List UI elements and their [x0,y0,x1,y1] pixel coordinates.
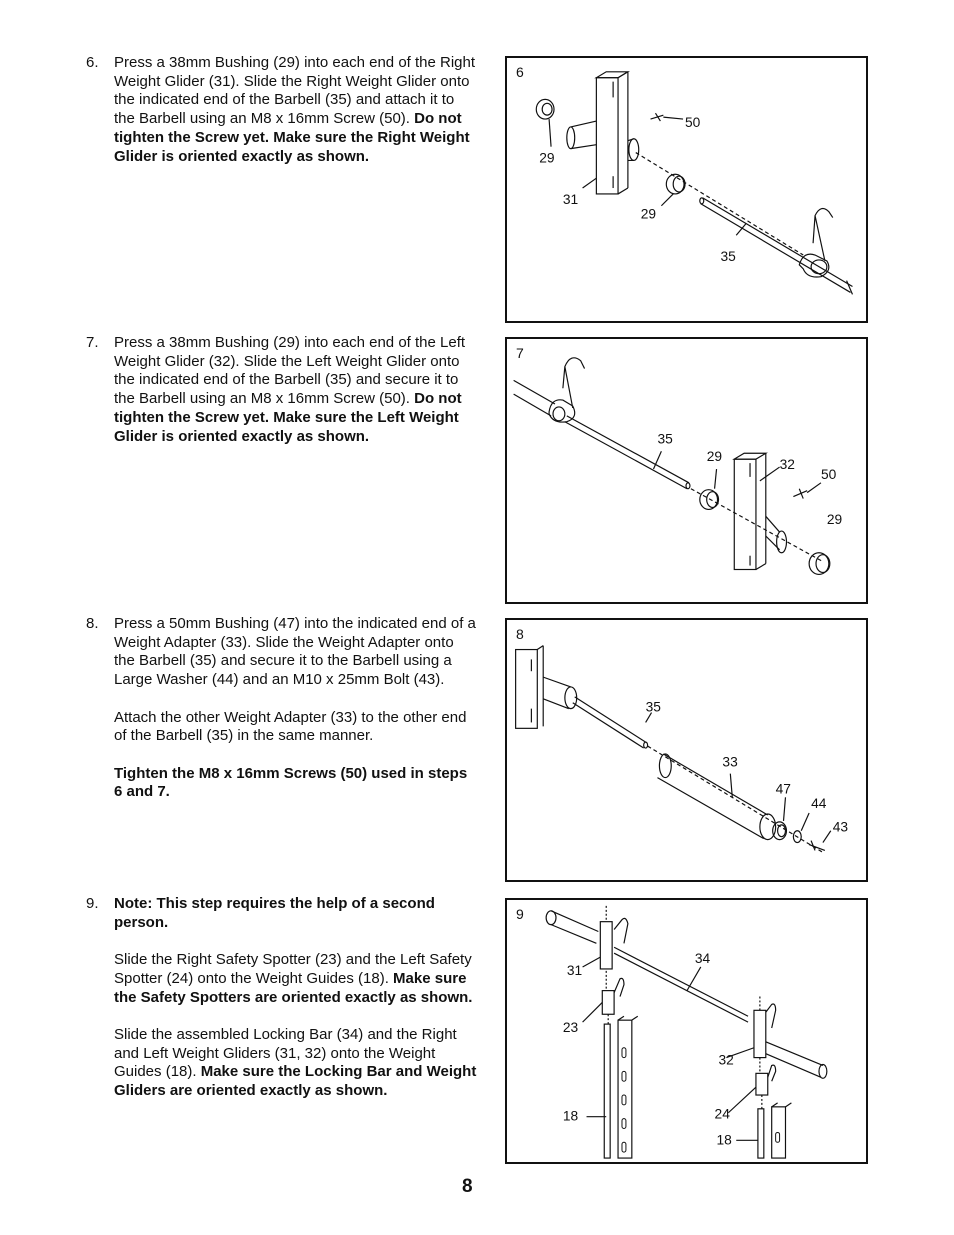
callout-label: 18 [562,1108,579,1124]
body-text: Press a 38mm Bushing (29) into each end of the Left Weight Glider (32). Slide the Left Weight Glider onto the indicated end of the Barbell (35) and secure it to the Barbell using an M8 x 16mm Screw (50). [114,334,466,408]
figure-7-drawing [507,339,866,602]
step-number: 9. [86,895,99,912]
bold-text: Do not tighten the Screw yet. Make sure the Right Weight Glider is oriented exactly as shown. [114,110,470,165]
callout-label: 31 [566,962,583,978]
step-body [114,615,478,802]
step-body [114,895,478,1101]
bold-text: Note: This step requires the help of a second person. [114,895,435,931]
callout-label: 44 [811,796,827,812]
step-paragraph [114,765,478,802]
body-text: Attach the other Weight Adapter (33) to the other end of the Barbell (35) in the same manner. [114,708,467,745]
callout-label: 29 [826,512,843,528]
step-number: 7. [86,334,99,351]
callout-label: 33 [722,754,738,770]
body-text: Press a 38mm Bushing (29) into each end of the Right Weight Glider (31). Slide the Right Weight Glider onto the indicated end of the Barbell (35) and attach it to the Barbell using an M8 x 16mm Screw (50). [114,54,476,128]
step-number: 8. [86,615,99,632]
callout-label: 35 [645,699,661,715]
callout-label: 23 [562,1019,579,1035]
step-paragraph [114,54,478,166]
step-paragraph [114,1026,478,1101]
figure-label: 9 [516,906,524,922]
bold-text: Do not tighten the Screw yet. Make sure the Left Weight Glider is oriented exactly as shown. [114,390,462,445]
figure-8-drawing [507,620,866,880]
step-7 [86,334,478,446]
figure-6 [505,56,868,323]
body-text: Slide the Right Safety Spotter (23) and the Left Safety Spotter (24) onto the Weight Guides (18). [114,951,472,987]
step-paragraph [114,895,478,932]
figure-7 [505,337,868,604]
step-paragraph [114,615,478,690]
step-number: 6. [86,54,99,71]
callout-label: 29 [539,150,555,166]
callout-label: 31 [562,191,579,207]
figure-9-drawing [507,900,866,1162]
callout-label: 24 [714,1106,730,1122]
body-text: Press a 50mm Bushing (47) into the indicated end of a Weight Adapter (33). Slide the Weight Adapter onto the Barbell (35) and secure it to the Barbell using a Large Washer (44) and an M10 x 25mm Bolt (43). [114,615,476,689]
step-9 [86,895,478,1101]
bold-text: Tighten the M8 x 16mm Screws (50) used in steps 6 and 7. [114,764,468,801]
figure-label: 6 [516,64,524,80]
callout-label: 35 [720,248,736,264]
callout-label: 47 [775,781,791,797]
callout-label: 34 [694,951,711,967]
bold-text: Make sure the Locking Bar and Weight Gliders are oriented exactly as shown. [114,1063,477,1099]
figure-6-drawing [507,58,866,321]
step-paragraph [114,334,478,446]
step-paragraph [114,709,478,746]
page-number: 8 [462,1176,473,1197]
callout-label: 35 [657,431,673,447]
callout-label: 29 [640,206,657,222]
step-paragraph [114,951,478,1007]
step-body [114,334,478,446]
callout-label: 32 [718,1052,734,1068]
callout-label: 50 [685,114,701,130]
body-text: Slide the assembled Locking Bar (34) and the Right and Left Weight Gliders (31, 32) onto the Weight Guides (18). [114,1025,457,1081]
bold-text: Make sure the Safety Spotters are oriented exactly as shown. [114,969,473,1006]
callout-label: 29 [706,449,723,465]
figure-9 [505,898,868,1164]
step-6 [86,54,478,166]
callout-label: 43 [832,819,849,835]
figure-8 [505,618,868,882]
callout-label: 32 [779,457,795,473]
step-body [114,54,478,166]
figure-label: 8 [516,626,524,642]
callout-label: 50 [820,466,837,482]
callout-label: 18 [716,1132,732,1148]
figure-label: 7 [516,345,524,361]
step-8 [86,615,478,802]
